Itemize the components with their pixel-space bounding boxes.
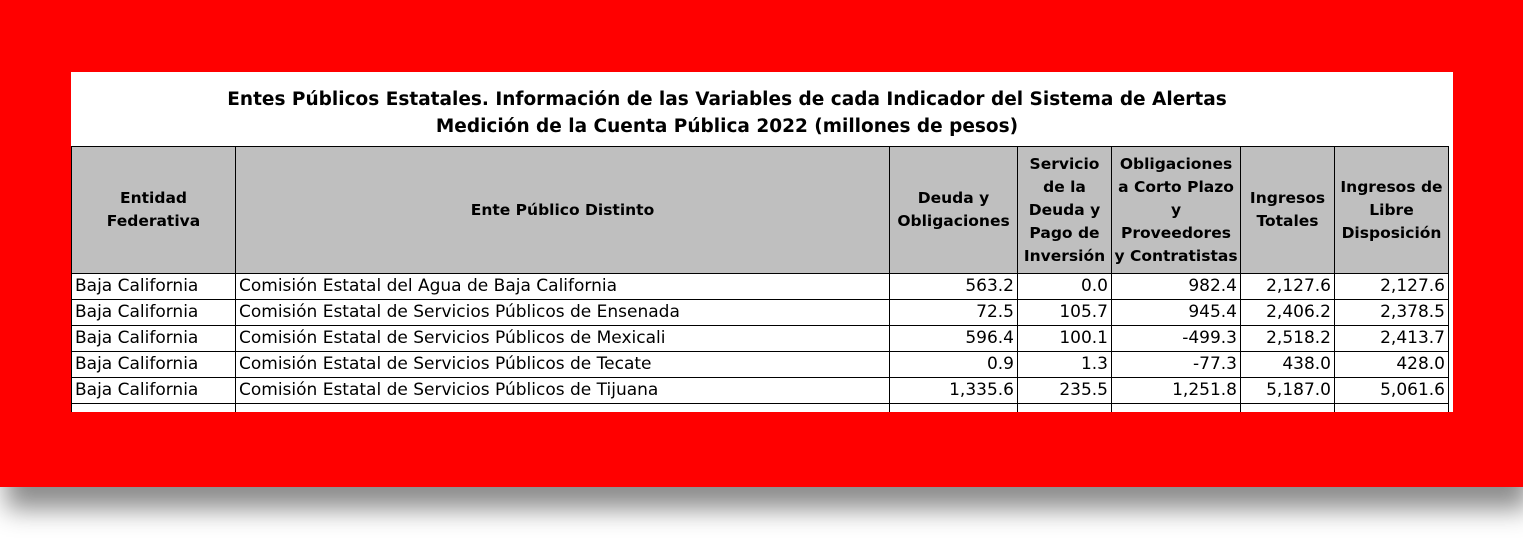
cell-deuda: 0.9 <box>890 352 1018 378</box>
cell-servicio: 235.5 <box>1018 378 1112 404</box>
cell-libre: 5,061.6 <box>1335 378 1449 404</box>
cell-ingresos: 2,406.2 <box>1241 300 1335 326</box>
cell-deuda: 1,335.6 <box>890 378 1018 404</box>
cell-ingresos: 2,518.2 <box>1241 326 1335 352</box>
cell-obligaciones: 982.4 <box>1112 274 1241 300</box>
cell-clipped <box>1112 404 1241 413</box>
cell-clipped <box>1241 404 1335 413</box>
col-header-deuda: Deuda y Obligaciones <box>890 147 1018 274</box>
col-header-libre: Ingresos de Libre Disposición <box>1335 147 1449 274</box>
cell-entidad: Baja California <box>72 300 236 326</box>
cell-deuda: 72.5 <box>890 300 1018 326</box>
cell-ingresos: 5,187.0 <box>1241 378 1335 404</box>
cell-libre: 2,413.7 <box>1335 326 1449 352</box>
cell-entidad: Baja California <box>72 352 236 378</box>
cell-obligaciones: 1,251.8 <box>1112 378 1241 404</box>
table-row <box>72 326 1449 352</box>
col-header-obligaciones: Obligaciones a Corto Plazo y Proveedores y Contratistas <box>1112 147 1241 274</box>
cell-deuda: 563.2 <box>890 274 1018 300</box>
cell-libre: 2,127.6 <box>1335 274 1449 300</box>
table-row <box>72 352 1449 378</box>
col-header-servicio: Servicio de la Deuda y Pago de Inversión <box>1018 147 1112 274</box>
cell-clipped <box>1018 404 1112 413</box>
cell-ente: Comisión Estatal de Servicios Públicos de Mexicali <box>236 326 890 352</box>
cell-clipped <box>72 404 236 413</box>
table-row <box>72 378 1449 404</box>
header-row <box>72 147 1449 274</box>
cell-libre: 428.0 <box>1335 352 1449 378</box>
indicators-table <box>71 146 1449 412</box>
cell-servicio: 100.1 <box>1018 326 1112 352</box>
cell-servicio: 0.0 <box>1018 274 1112 300</box>
table-title <box>71 86 1383 140</box>
cell-ingresos: 438.0 <box>1241 352 1335 378</box>
title-line-1: Entes Públicos Estatales. Información de las Variables de cada Indicador del Sistema de Alertas <box>227 89 1227 110</box>
cell-entidad: Baja California <box>72 274 236 300</box>
cell-clipped <box>1335 404 1449 413</box>
cell-entidad: Baja California <box>72 378 236 404</box>
title-line-2: Medición de la Cuenta Pública 2022 (millones de pesos) <box>435 116 1019 137</box>
cell-servicio: 105.7 <box>1018 300 1112 326</box>
cell-servicio: 1.3 <box>1018 352 1112 378</box>
cell-ente: Comisión Estatal de Servicios Públicos de Tijuana <box>236 378 890 404</box>
col-header-entidad: Entidad Federativa <box>72 147 236 274</box>
cell-ente: Comisión Estatal del Agua de Baja California <box>236 274 890 300</box>
spreadsheet-excerpt <box>71 72 1453 412</box>
cell-deuda: 596.4 <box>890 326 1018 352</box>
cell-clipped <box>236 404 890 413</box>
table-row <box>72 300 1449 326</box>
cell-obligaciones: -499.3 <box>1112 326 1241 352</box>
table-row-clipped <box>72 404 1449 413</box>
cell-ente: Comisión Estatal de Servicios Públicos de Ensenada <box>236 300 890 326</box>
table-row <box>72 274 1449 300</box>
cell-clipped <box>890 404 1018 413</box>
col-header-ente: Ente Público Distinto <box>236 147 890 274</box>
cell-ingresos: 2,127.6 <box>1241 274 1335 300</box>
cell-obligaciones: -77.3 <box>1112 352 1241 378</box>
cell-libre: 2,378.5 <box>1335 300 1449 326</box>
cell-ente: Comisión Estatal de Servicios Públicos de Tecate <box>236 352 890 378</box>
cell-obligaciones: 945.4 <box>1112 300 1241 326</box>
col-header-ingresos: Ingresos Totales <box>1241 147 1335 274</box>
cell-entidad: Baja California <box>72 326 236 352</box>
